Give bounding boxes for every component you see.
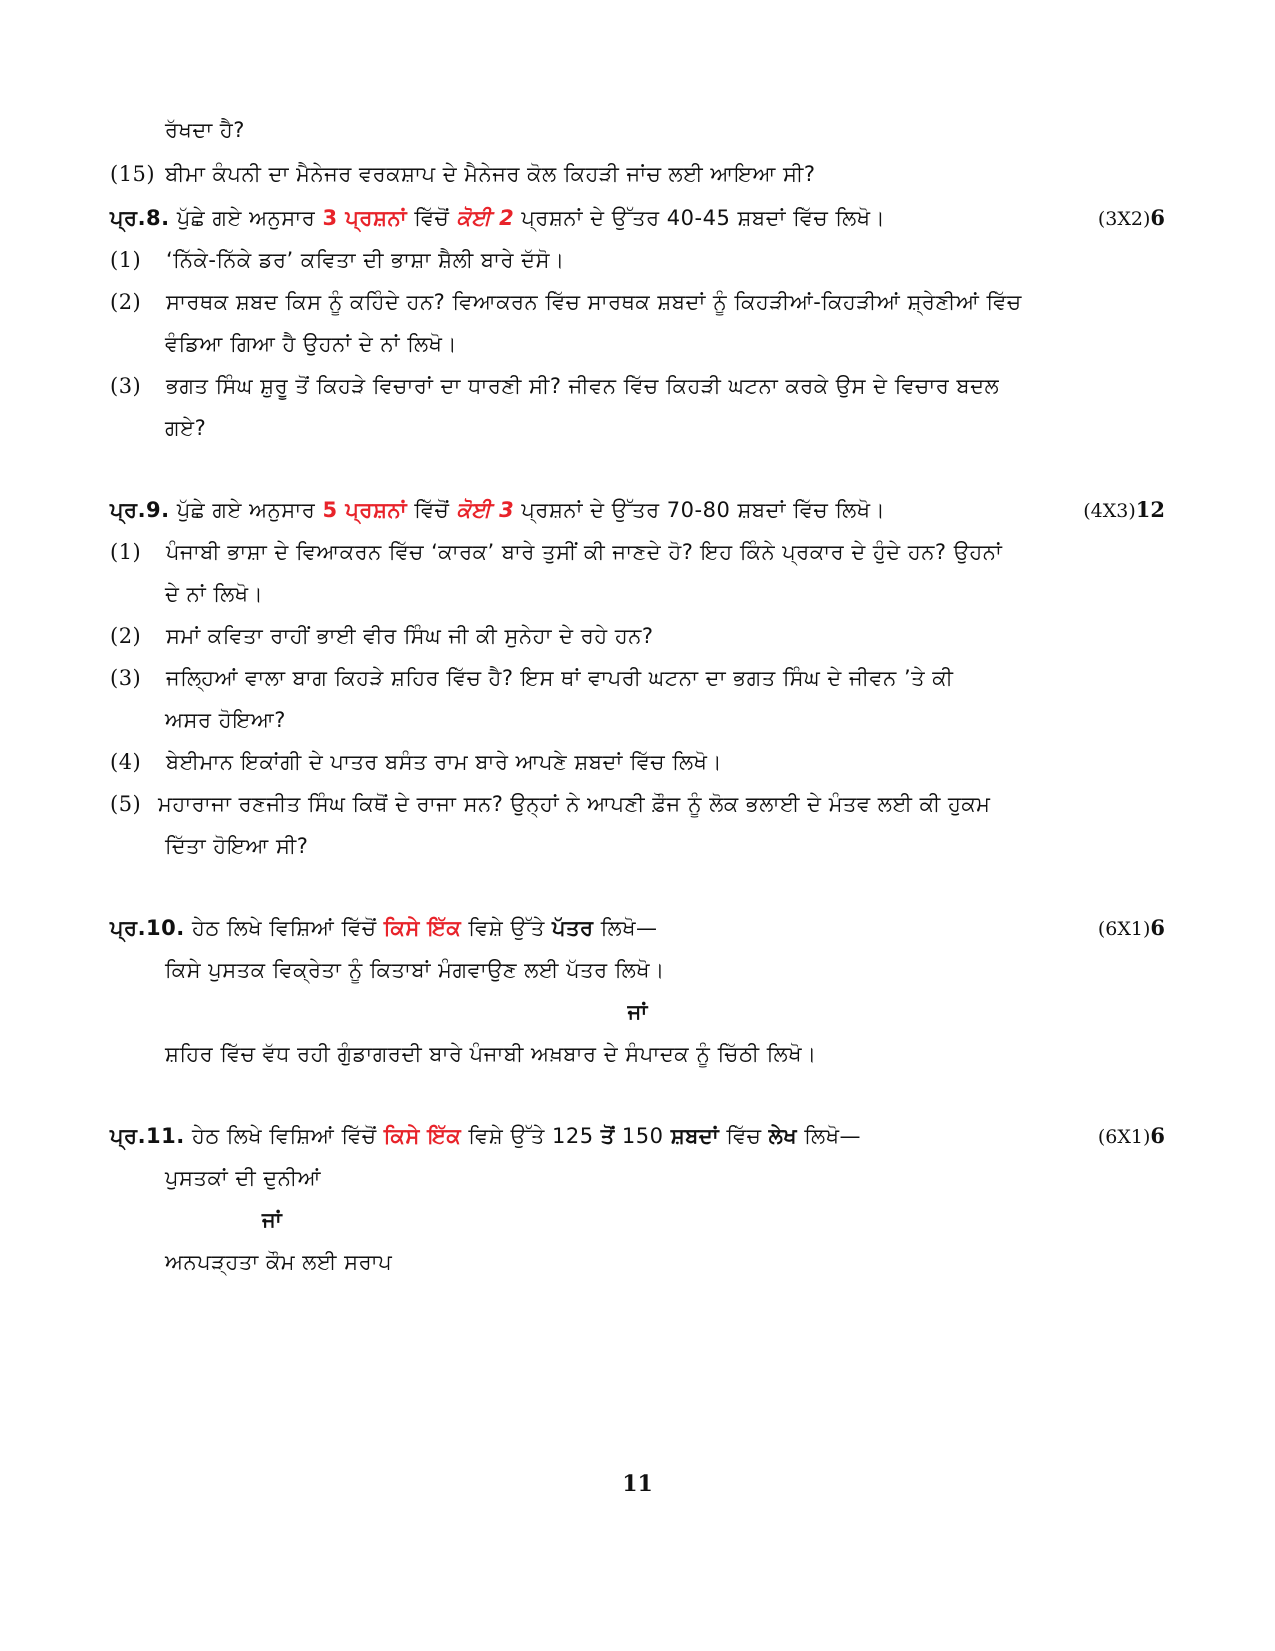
q9-highlight-2: ਕੋਈ 3 [456, 498, 515, 522]
item-number: (2) [110, 624, 142, 648]
q9-text-1: ਪੁੱਛੇ ਗਏ ਅਨੁਸਾਰ [176, 498, 316, 522]
item-text: ਸਮਾਂ ਕਵਿਤਾ ਰਾਹੀਂ ਭਾਈ ਵੀਰ ਸਿੰਘ ਜੀ ਕੀ ਸੁਨੇਹਾ ਦੇ ਰਹੇ ਹਨ? [166, 624, 654, 648]
q8-item-1 [110, 238, 1160, 282]
q10-marks: (6X1)6 [1097, 915, 1165, 940]
q8-text-3: ਪ੍ਰਸ਼ਨਾਂ ਦੇ ਉੱਤਰ 40-45 ਸ਼ਬਦਾਂ ਵਿੱਚ ਲਿਖੋ। [521, 206, 886, 230]
q8-item-3-cont: ਗਏ? [165, 416, 207, 440]
q8-item-2-cont: ਵੰਡਿਆ ਗਿਆ ਹੈ ਉਹਨਾਂ ਦੇ ਨਾਂ ਲਿਖੋ। [165, 332, 458, 356]
q15-text: ਬੀਮਾ ਕੰਪਨੀ ਦਾ ਮੈਨੇਜਰ ਵਰਕਸ਼ਾਪ ਦੇ ਮੈਨੇਜਰ ਕੋਲ ਕਿਹੜੀ ਜਾਂਚ ਲਈ ਆਇਆ ਸੀ? [165, 162, 816, 186]
q11-text-5: ਲਿਖੋ— [804, 1124, 862, 1148]
q9-marks: (4X3)12 [1083, 497, 1165, 522]
q11-text-2: ਵਿਸ਼ੇ ਉੱਤੇ 125 [468, 1124, 594, 1148]
q11-heading [110, 1114, 1005, 1158]
q11-bold-2: ਸ਼ਬਦਾਂ [670, 1124, 720, 1148]
q10-heading [110, 906, 1160, 950]
q8-text-1: ਪੁੱਛੇ ਗਏ ਅਨੁਸਾਰ [176, 206, 316, 230]
q11-or: ਜਾਂ [262, 1208, 283, 1232]
q9-item-1-cont: ਦੇ ਨਾਂ ਲਿਖੋ। [165, 582, 264, 606]
q11-text-4: ਵਿੱਚ [726, 1124, 762, 1148]
q9-text-3: ਪ੍ਰਸ਼ਨਾਂ ਦੇ ਉੱਤਰ 70-80 ਸ਼ਬਦਾਂ ਵਿੱਚ ਲਿਖੋ। [521, 498, 886, 522]
q11-bold-1: ਤੋਂ [600, 1124, 615, 1148]
q10-text-3: ਲਿਖੋ— [600, 916, 658, 940]
q11-text-1: ਹੇਠ ਲਿਖੇ ਵਿਸ਼ਿਆਂ ਵਿੱਚੋਂ [191, 1124, 377, 1148]
q10-bold: ਪੱਤਰ [552, 916, 594, 940]
q11-text-3: 150 [621, 1124, 664, 1148]
item-number: (3) [110, 666, 142, 690]
item-text: ਬੇਈਮਾਨ ਇਕਾਂਗੀ ਦੇ ਪਾਤਰ ਬਸੰਤ ਰਾਮ ਬਾਰੇ ਆਪਣੇ ਸ਼ਬਦਾਂ ਵਿੱਚ ਲਿਖੋ। [166, 750, 723, 774]
q11-label: ਪ੍ਰ.11. [110, 1124, 185, 1148]
page-number: 11 [622, 1471, 653, 1497]
q8-label: ਪ੍ਰ.8. [110, 206, 170, 230]
q9-heading [110, 488, 1160, 532]
q15-line [110, 152, 1160, 196]
q9-label: ਪ੍ਰ.9. [110, 498, 170, 522]
q8-heading [110, 196, 1160, 240]
q8-item-2 [110, 280, 1160, 324]
q11-marks: (6X1)6 [1097, 1123, 1165, 1148]
q10-option-2: ਸ਼ਹਿਰ ਵਿੱਚ ਵੱਧ ਰਹੀ ਗੁੰਡਾਗਰਦੀ ਬਾਰੇ ਪੰਜਾਬੀ ਅਖ਼ਬਾਰ ਦੇ ਸੰਪਾਦਕ ਨੂੰ ਚਿੱਠੀ ਲਿਖੋ। [165, 1042, 817, 1066]
q8-marks: (3X2)6 [1097, 205, 1165, 230]
q9-item-4 [110, 740, 1160, 784]
q10-label: ਪ੍ਰ.10. [110, 916, 185, 940]
q8-highlight-1: 3 ਪ੍ਰਸ਼ਨਾਂ [322, 206, 408, 230]
item-text: ਮਹਾਰਾਜਾ ਰਣਜੀਤ ਸਿੰਘ ਕਿਥੋਂ ਦੇ ਰਾਜਾ ਸਨ? ਉਨ੍ਹਾਂ ਨੇ ਆਪਣੀ ਫ਼ੌਜ ਨੂੰ ਲੋਕ ਭਲਾਈ ਦੇ ਮੰਤਵ ਲਈ ਕੀ ਹੁਕਮ [158, 792, 991, 816]
item-number: (5) [110, 792, 142, 816]
q9-item-5 [110, 782, 1160, 826]
item-number: (2) [110, 290, 142, 314]
q8-text-2: ਵਿੱਚੋਂ [414, 206, 450, 230]
item-text: ਭਗਤ ਸਿੰਘ ਸ਼ੁਰੂ ਤੋਂ ਕਿਹੜੇ ਵਿਚਾਰਾਂ ਦਾ ਧਾਰਣੀ ਸੀ? ਜੀਵਨ ਵਿੱਚ ਕਿਹੜੀ ਘਟਨਾ ਕਰਕੇ ਉਸ ਦੇ ਵਿਚਾਰ ਬਦਲ [166, 374, 1000, 398]
q10-highlight: ਕਿਸੇ ਇੱਕ [383, 916, 462, 940]
q11-option-2: ਅਨਪੜ੍ਹਤਾ ਕੌਮ ਲਈ ਸਰਾਪ [165, 1250, 393, 1274]
item-text: ਪੰਜਾਬੀ ਭਾਸ਼ਾ ਦੇ ਵਿਆਕਰਨ ਵਿੱਚ ‘ਕਾਰਕ’ ਬਾਰੇ ਤੁਸੀਂ ਕੀ ਜਾਣਦੇ ਹੋ? ਇਹ ਕਿੰਨੇ ਪ੍ਰਕਾਰ ਦੇ ਹੁੰਦੇ ਹਨ? ਉਹਨਾਂ [166, 540, 1003, 564]
item-number: (4) [110, 750, 142, 774]
q15-number: (15) [110, 162, 156, 186]
q10-text-1: ਹੇਠ ਲਿਖੇ ਵਿਸ਼ਿਆਂ ਵਿੱਚੋਂ [191, 916, 377, 940]
item-text: ‘ਨਿੱਕੇ-ਨਿੱਕੇ ਡਰ’ ਕਵਿਤਾ ਦੀ ਭਾਸ਼ਾ ਸ਼ੈਲੀ ਬਾਰੇ ਦੱਸੋ। [166, 248, 565, 272]
q11-bold-3: ਲੇਖ [768, 1124, 798, 1148]
q9-highlight-1: 5 ਪ੍ਰਸ਼ਨਾਂ [322, 498, 408, 522]
q9-item-5-cont: ਦਿੱਤਾ ਹੋਇਆ ਸੀ? [165, 834, 309, 858]
item-number: (1) [110, 248, 142, 272]
item-number: (1) [110, 540, 142, 564]
q8-item-3 [110, 364, 1160, 408]
q9-item-1 [110, 530, 1160, 574]
q10-or: ਜਾਂ [627, 1000, 648, 1024]
q10-option-1: ਕਿਸੇ ਪੁਸਤਕ ਵਿਕ੍ਰੇਤਾ ਨੂੰ ਕਿਤਾਬਾਂ ਮੰਗਵਾਉਣ ਲਈ ਪੱਤਰ ਲਿਖੋ। [165, 958, 665, 982]
q9-item-2 [110, 614, 1160, 658]
q8-highlight-2: ਕੋਈ 2 [456, 206, 515, 230]
q9-text-2: ਵਿੱਚੋਂ [414, 498, 450, 522]
item-text: ਸਾਰਥਕ ਸ਼ਬਦ ਕਿਸ ਨੂੰ ਕਹਿੰਦੇ ਹਨ? ਵਿਆਕਰਨ ਵਿੱਚ ਸਾਰਥਕ ਸ਼ਬਦਾਂ ਨੂੰ ਕਿਹੜੀਆਂ-ਕਿਹੜੀਆਂ ਸ਼੍ਰੇਣੀਆਂ ਵਿੱਚ [166, 290, 1022, 314]
q9-item-3-cont: ਅਸਰ ਹੋਇਆ? [165, 708, 286, 732]
q9-item-3 [110, 656, 1160, 700]
item-number: (3) [110, 374, 142, 398]
q11-option-1: ਪੁਸਤਕਾਂ ਦੀ ਦੁਨੀਆਂ [165, 1166, 322, 1190]
q10-text-2: ਵਿਸ਼ੇ ਉੱਤੇ [468, 916, 545, 940]
item-text: ਜਲ੍ਹਿਆਂ ਵਾਲਾ ਬਾਗ ਕਿਹੜੇ ਸ਼ਹਿਰ ਵਿੱਚ ਹੈ? ਇਸ ਥਾਂ ਵਾਪਰੀ ਘਟਨਾ ਦਾ ਭਗਤ ਸਿੰਘ ਦੇ ਜੀਵਨ ’ਤੇ ਕੀ [166, 666, 954, 690]
q11-highlight: ਕਿਸੇ ਇੱਕ [383, 1124, 462, 1148]
continued-line: ਰੱਖਦਾ ਹੈ? [165, 118, 245, 142]
